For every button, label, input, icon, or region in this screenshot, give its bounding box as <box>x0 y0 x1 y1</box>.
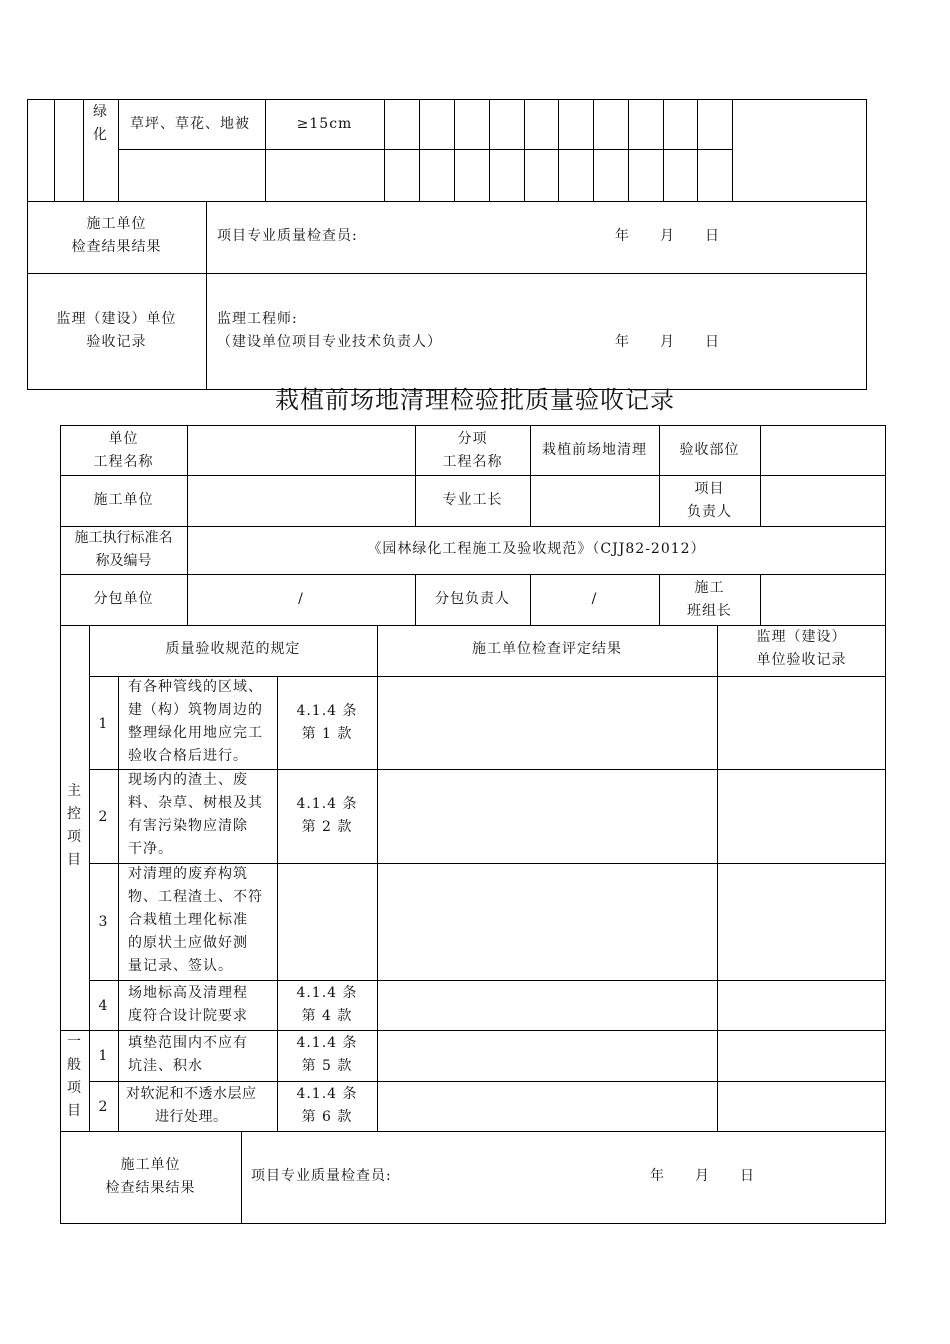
divider <box>60 1131 886 1132</box>
footer-inspector: 项目专业质量检查员: <box>251 1168 392 1184</box>
divider <box>760 425 761 526</box>
foreman-label: 专业工长 <box>442 492 503 508</box>
divider <box>241 1131 242 1224</box>
sub-manager-value: / <box>591 591 598 607</box>
divider <box>384 99 385 201</box>
divider <box>118 99 119 201</box>
item-text: 有各种管线的区域、 建（构）筑物周边的 整理绿化用地应完工 验收合格后进行。 <box>128 679 263 764</box>
item-number: 1 <box>98 716 109 732</box>
item-clause: 4.1.4 条 第 1 款 <box>296 703 358 742</box>
item-text: 对软泥和不透水层应 进行处理。 <box>126 1086 257 1125</box>
item-label: 草坪、草花、地被 <box>130 116 250 132</box>
main-group-label: 主 控 项 目 <box>67 783 82 868</box>
divider <box>697 99 698 201</box>
date-ymd: 年 月 日 <box>615 334 720 350</box>
item-text: 对清理的废弃构筑 物、工程渣土、不符 合栽植土理化标准 的原状土应做好测 量记录、签认。 <box>128 866 263 974</box>
accept-part-label: 验收部位 <box>679 442 740 458</box>
divider <box>27 273 867 274</box>
spec-value: ≥15cm <box>296 116 353 132</box>
subcontractor-label: 分包单位 <box>93 591 154 607</box>
divider <box>593 99 594 201</box>
divider <box>60 475 886 476</box>
divider <box>206 201 207 390</box>
divider <box>54 99 55 201</box>
divider <box>628 99 629 201</box>
divider <box>732 99 733 201</box>
supervisor-engineer: 监理工程师: （建设单位项目专业技术负责人） <box>217 311 442 350</box>
general-group-label: 一 般 项 目 <box>67 1034 82 1119</box>
item-text: 场地标高及清理程 度符合设计院要求 <box>128 985 248 1024</box>
divider <box>419 99 420 201</box>
subcontractor-value: / <box>298 591 304 607</box>
divider <box>558 99 559 201</box>
supervisor-record-header: 监理（建设） 单位验收记录 <box>756 629 847 668</box>
divider <box>377 625 378 1131</box>
divider <box>118 149 733 150</box>
divider <box>717 625 718 1131</box>
footer-contractor-label: 施工单位 检查结果结果 <box>105 1157 196 1196</box>
team-leader-label: 施工 班组长 <box>687 580 732 619</box>
item-clause: 4.1.4 条 第 2 款 <box>296 796 358 835</box>
divider <box>187 425 188 526</box>
item-text: 现场内的渣土、废 料、杂草、树根及其 有害污染物应清除 干净。 <box>128 772 263 857</box>
divider <box>118 676 119 1131</box>
sub-project-label: 分项 工程名称 <box>442 431 503 470</box>
divider <box>89 980 886 981</box>
divider <box>60 574 886 575</box>
sub-project-value: 栽植前场地清理 <box>542 442 647 458</box>
supervisor-label: 监理（建设）单位 验收记录 <box>56 311 177 350</box>
standard-label: 施工执行标准名 称及编号 <box>74 530 173 569</box>
divider <box>454 99 455 201</box>
item-number: 3 <box>98 914 109 930</box>
sub-manager-label: 分包负责人 <box>435 591 510 607</box>
item-clause: 4.1.4 条 第 4 款 <box>296 985 358 1024</box>
item-number: 2 <box>98 1099 109 1115</box>
date-ymd: 年 月 日 <box>615 228 720 244</box>
item-text: 填垫范围内不应有 坑洼、积水 <box>128 1035 248 1074</box>
divider <box>27 201 867 202</box>
divider <box>760 574 761 625</box>
footer-date: 年 月 日 <box>650 1168 755 1184</box>
divider <box>663 99 664 201</box>
spec-rule-header: 质量验收规范的规定 <box>165 641 301 657</box>
contractor-inspector: 项目专业质量检查员: <box>217 228 358 244</box>
item-clause: 4.1.4 条 第 5 款 <box>296 1035 358 1074</box>
greening-label: 绿 化 <box>93 104 108 143</box>
item-number: 4 <box>98 998 109 1014</box>
standard-value: 《园林绿化工程施工及验收规范》（CJJ82-2012） <box>367 541 706 557</box>
divider <box>89 1081 886 1082</box>
contractor-result-header: 施工单位检查评定结果 <box>472 641 622 657</box>
item-clause: 4.1.4 条 第 6 款 <box>296 1086 358 1125</box>
divider <box>524 99 525 201</box>
page-title: 栽植前场地清理检验批质量验收记录 <box>275 386 675 414</box>
contractor-label: 施工单位 <box>93 492 154 508</box>
divider <box>489 99 490 201</box>
project-manager-label: 项目 负责人 <box>687 481 732 520</box>
divider <box>60 1030 886 1031</box>
unit-project-label: 单位 工程名称 <box>93 431 154 470</box>
item-number: 2 <box>98 809 109 825</box>
contractor-label: 施工单位 检查结果结果 <box>71 216 162 255</box>
item-number: 1 <box>98 1048 109 1064</box>
